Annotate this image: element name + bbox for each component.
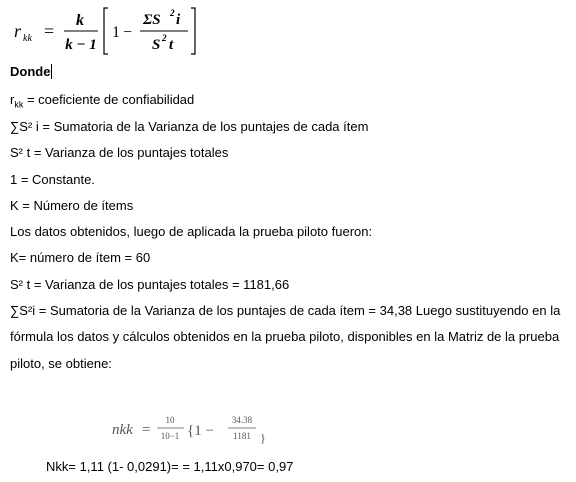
line-k-value: K= número de ítem = 60 [10, 250, 151, 265]
rkk-sub: kk [14, 99, 24, 110]
formula-minus: − [123, 24, 133, 41]
computed-denominator: 10−1 [160, 431, 180, 441]
line-sum-value: ∑S²i = Sumatoria de la Varianza de los puntajes de cada ítem = 34,38 Luego sustituyendo en la [10, 303, 561, 318]
formula-k-denominator: k − 1 [65, 37, 97, 53]
formula-sup-num: 2 [170, 8, 175, 18]
line-rkk-definition [10, 92, 194, 113]
line-k-definition: K = Número de ítems [10, 198, 134, 213]
computed-inner-numerator: 34.38 [231, 415, 253, 425]
formula-one: 1 [112, 24, 120, 41]
computed-close: } [260, 431, 266, 445]
line-one-constant: 1 = Constante. [10, 172, 95, 187]
computed-numerator: 10 [165, 415, 175, 425]
line-sum-variance-item: ∑S² i = Sumatoria de la Varianza de los puntajes de cada ítem [10, 119, 369, 134]
computed-formula-svg [110, 408, 280, 450]
formula-right-bracket [191, 8, 195, 54]
formula-sigma-num-i: i [176, 12, 181, 28]
rkk-main: r [10, 92, 15, 107]
line-datos-obtenidos: Los datos obtenidos, luego de aplicada la prueba piloto fueron: [10, 224, 373, 239]
reliability-formula-svg [8, 2, 208, 58]
heading-donde[interactable] [10, 64, 52, 80]
formula-sup-den: 2 [162, 33, 167, 43]
formula-sigma-numerator: ΣS [143, 12, 161, 28]
formula-s-den-t: t [169, 37, 174, 53]
line-s2t-value: S² t = Varianza de los puntajes totales = 1181,66 [10, 277, 290, 292]
line-formula-text: fórmula los datos y cálculos obtenidos en la prueba piloto, disponibles en la Matriz de la prueba [10, 329, 560, 344]
formula-lhs-r: r [14, 21, 22, 41]
heading-donde-text: Donde [10, 64, 51, 79]
formula-equals: = [44, 21, 55, 41]
formula-left-bracket [104, 8, 108, 54]
formula-s-denominator: S [152, 37, 161, 53]
computed-open: {1 − [187, 423, 214, 439]
line-s2t-definition: S² t = Varianza de los puntajes totales [10, 145, 229, 160]
computed-formula [110, 408, 280, 450]
formula-k-numerator: k [76, 12, 84, 29]
rkk-text: = coeficiente de confiabilidad [23, 92, 195, 107]
computed-equals: = [142, 422, 151, 438]
line-piloto: piloto, se obtiene: [10, 356, 112, 371]
reliability-formula [8, 2, 208, 58]
text-cursor [51, 64, 52, 79]
computed-lhs: nkk [112, 422, 133, 438]
computed-inner-denominator: 1181 [233, 431, 251, 441]
formula-lhs-sub: kk [23, 33, 32, 44]
line-result: Nkk= 1,11 (1- 0,0291)= = 1,11x0,970= 0,97 [46, 459, 294, 474]
